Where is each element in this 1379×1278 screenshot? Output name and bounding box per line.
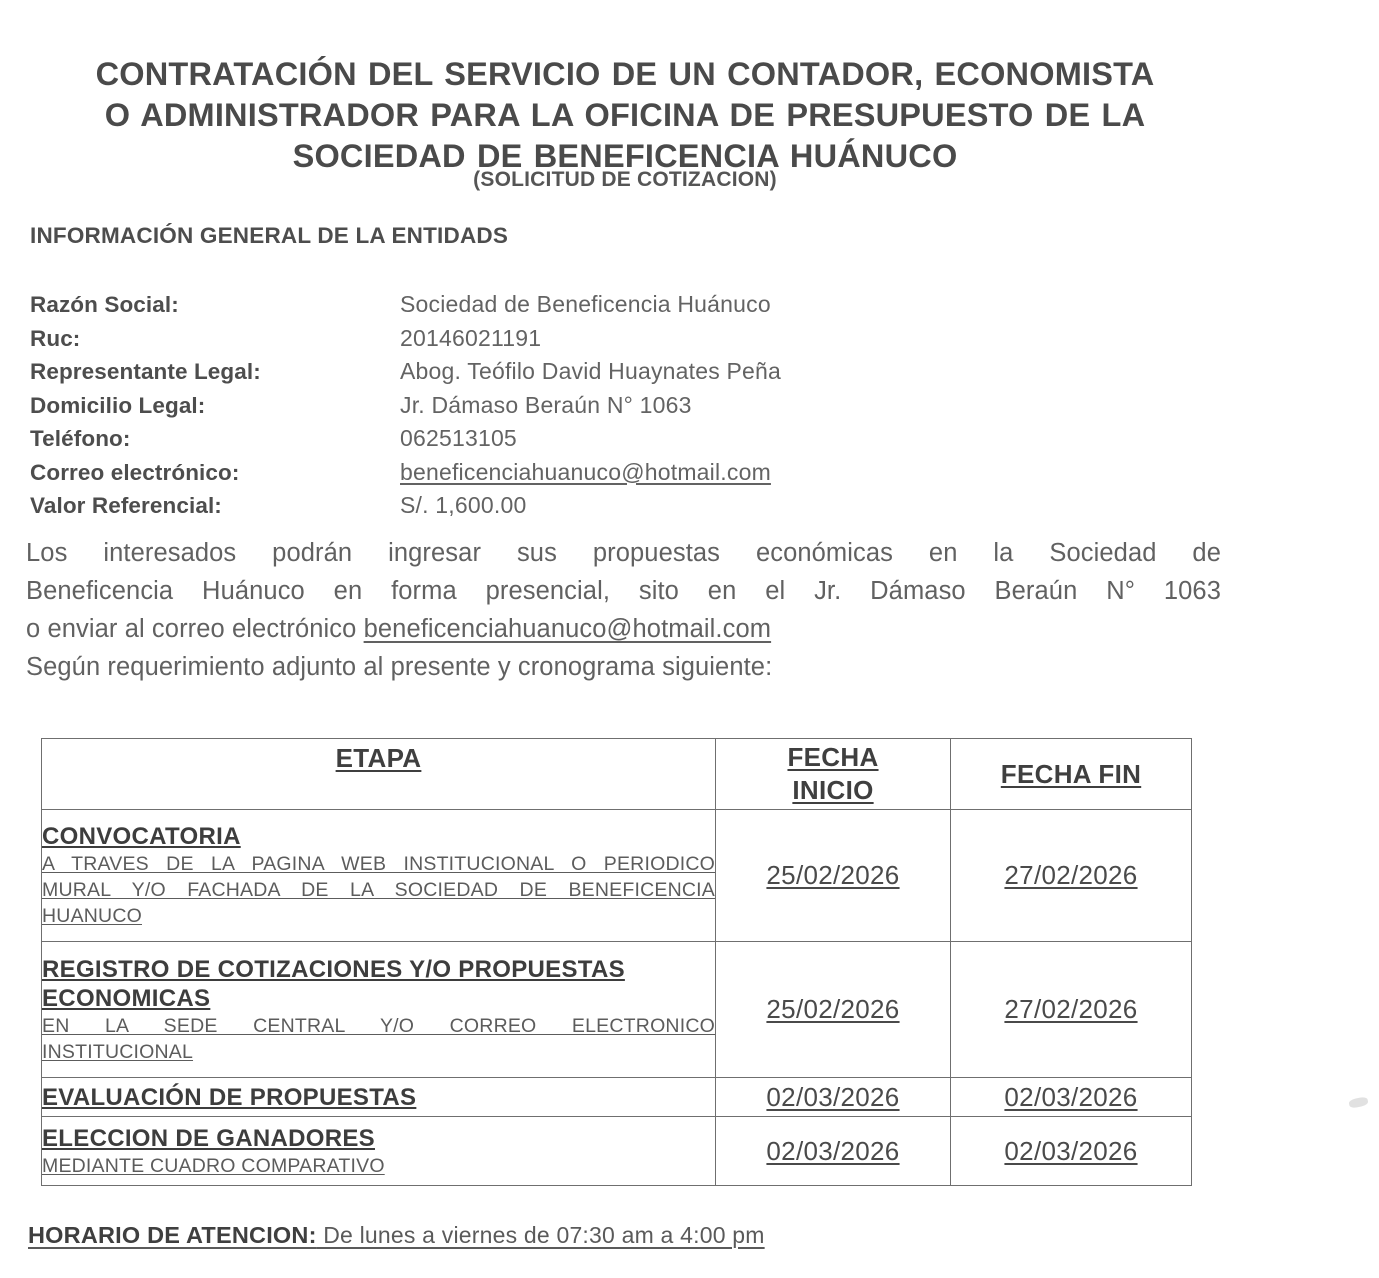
info-label: Ruc: xyxy=(30,325,81,351)
column-header-etapa-label: ETAPA xyxy=(335,742,422,773)
page-title xyxy=(30,54,1220,177)
cell-etapa-registro-cotizaciones xyxy=(42,942,716,1078)
cell-etapa-eleccion-ganadores xyxy=(42,1117,716,1186)
column-header-fecha-fin xyxy=(951,739,1192,810)
info-value: Jr. Dámaso Beraún N° 1063 xyxy=(400,391,692,418)
info-value: S/. 1,600.00 xyxy=(400,492,527,518)
etapa-title-line-1: REGISTRO DE COTIZACIONES Y/O PROPUESTAS xyxy=(42,955,625,983)
scan-cut-off-text xyxy=(0,1268,700,1278)
info-value: 062513105 xyxy=(400,425,517,451)
notice-line-3-text: o enviar al correo electrónico xyxy=(26,615,364,643)
info-label: Correo electrónico: xyxy=(30,459,240,485)
info-value: Abog. Teófilo David Huaynates Peña xyxy=(400,358,782,384)
cell-fecha-inicio xyxy=(716,942,951,1078)
cell-fecha-fin xyxy=(951,1078,1192,1117)
table-row xyxy=(42,810,1192,942)
cell-fecha-inicio xyxy=(716,810,951,942)
etapa-description-line-1: EN LA SEDE CENTRAL Y/O CORREO ELECTRONICO xyxy=(42,1014,715,1037)
etapa-description: MEDIANTE CUADRO COMPARATIVO xyxy=(42,1154,385,1177)
etapa-title: ELECCION DE GANADORES xyxy=(42,1124,375,1152)
info-label: Representante Legal: xyxy=(30,359,261,384)
date-value: 02/03/2026 xyxy=(1004,1081,1138,1112)
table-header-row xyxy=(42,739,1192,810)
page-title-line-1: CONTRATACIÓN DEL SERVICIO DE UN CONTADOR, ECONOMISTA xyxy=(95,55,1155,92)
info-label: Valor Referencial: xyxy=(30,493,222,518)
page-title-line-2: O ADMINISTRADOR PARA LA OFICINA DE PRESUPUESTO DE LA xyxy=(104,96,1146,133)
etapa-description-line-2: MURAL Y/O FACHADA DE LA SOCIEDAD DE BENEFICENCIA xyxy=(42,879,715,902)
email-link-inline[interactable]: beneficenciahuanuco@hotmail.com xyxy=(363,615,772,643)
date-value: 25/02/2026 xyxy=(766,860,900,891)
etapa-title: CONVOCATORIA xyxy=(42,823,241,851)
etapa-description-line-1: A TRAVES DE LA PAGINA WEB INSTITUCIONAL O PERIODICO xyxy=(42,853,715,876)
horario-de-atencion xyxy=(28,1222,765,1249)
email-link[interactable]: beneficenciahuanuco@hotmail.com xyxy=(400,458,771,485)
page-title-line-3: SOCIEDAD DE BENEFICENCIA HUÁNUCO xyxy=(292,137,958,174)
table-row xyxy=(42,942,1192,1078)
notice-line-4: Según requerimiento adjunto al presente y cronograma siguiente: xyxy=(26,653,773,681)
info-row-razon-social xyxy=(30,288,1030,322)
etapa-title-line-2: ECONOMICAS xyxy=(42,984,211,1012)
column-header-etapa xyxy=(42,739,716,810)
notice-line-1: Los interesados podrán ingresar sus propuestas económicas en la Sociedad de xyxy=(26,539,1221,567)
cell-etapa-evaluacion-propuestas xyxy=(42,1078,716,1117)
etapa-description-line-2: INSTITUCIONAL xyxy=(42,1040,194,1063)
info-row-correo-electronico xyxy=(30,456,1030,490)
info-label: Razón Social: xyxy=(30,292,179,317)
date-value: 02/03/2026 xyxy=(766,1135,900,1166)
date-value: 27/02/2026 xyxy=(1004,994,1138,1025)
column-header-fecha-fin-label: FECHA FIN xyxy=(1000,758,1142,789)
table-row xyxy=(42,1117,1192,1186)
notice-line-2: Beneficencia Huánuco en forma presencial, sito en el Jr. Dámaso Beraún N° 1063 xyxy=(26,577,1221,605)
info-row-ruc xyxy=(30,322,1030,356)
horario-label: HORARIO DE ATENCION: xyxy=(28,1222,317,1248)
cell-fecha-fin xyxy=(951,1117,1192,1186)
etapa-title: EVALUACIÓN DE PROPUESTAS xyxy=(42,1083,417,1111)
scan-artifact-smudge xyxy=(1348,1096,1368,1109)
column-header-fecha-inicio-line-2: INICIO xyxy=(792,775,874,805)
info-row-valor-referencial xyxy=(30,489,1030,523)
section-heading-entity-info: INFORMACIÓN GENERAL DE LA ENTIDADS xyxy=(30,223,509,248)
info-row-telefono xyxy=(30,422,1030,456)
info-label: Domicilio Legal: xyxy=(30,392,206,418)
cell-fecha-inicio xyxy=(716,1078,951,1117)
notice-line-3 xyxy=(26,610,1221,648)
cell-fecha-inicio xyxy=(716,1117,951,1186)
info-value: Sociedad de Beneficencia Huánuco xyxy=(400,291,771,317)
page-subtitle: (SOLICITUD DE COTIZACION) xyxy=(473,168,777,191)
schedule-table-container xyxy=(41,738,1191,1186)
schedule-table xyxy=(41,738,1192,1186)
cell-etapa-convocatoria xyxy=(42,810,716,942)
etapa-description-line-3: HUANUCO xyxy=(42,905,142,928)
date-value: 02/03/2026 xyxy=(766,1081,900,1112)
etapa-description xyxy=(42,851,715,929)
info-row-domicilio-legal xyxy=(30,389,1030,423)
entity-info-list xyxy=(30,288,1030,523)
date-value: 02/03/2026 xyxy=(1004,1135,1138,1166)
column-header-fecha-inicio-line-1: FECHA xyxy=(787,742,879,772)
notice-paragraph xyxy=(26,534,1221,686)
column-header-fecha-inicio xyxy=(716,739,951,810)
info-label: Teléfono: xyxy=(30,426,131,451)
date-value: 27/02/2026 xyxy=(1004,860,1138,891)
info-value: 20146021191 xyxy=(400,324,542,351)
date-value: 25/02/2026 xyxy=(766,994,900,1025)
info-row-representante-legal xyxy=(30,355,1030,389)
etapa-description xyxy=(42,1013,715,1065)
horario-value: De lunes a viernes de 07:30 am a 4:00 pm xyxy=(316,1222,765,1248)
cell-fecha-fin xyxy=(951,810,1192,942)
cell-fecha-fin xyxy=(951,942,1192,1078)
table-row xyxy=(42,1078,1192,1117)
